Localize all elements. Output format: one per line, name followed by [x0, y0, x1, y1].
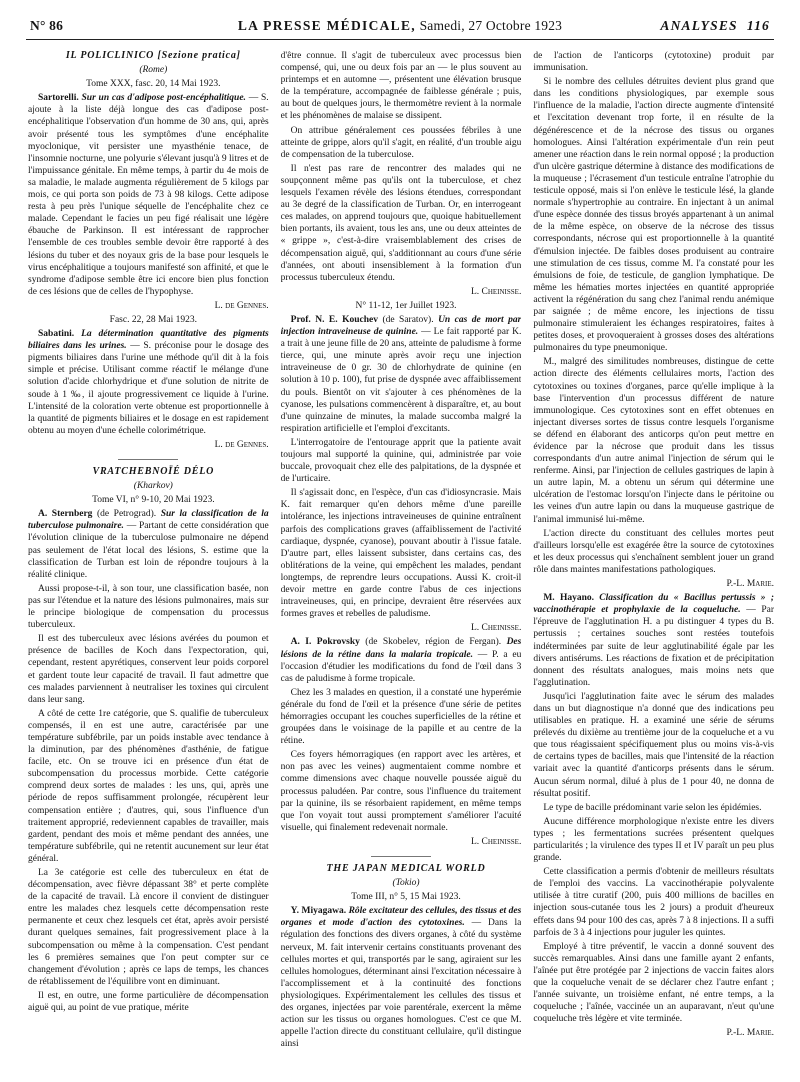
abstract-paragraph: Si le nombre des cellules détruites devient plus grand que dans les conditions physiologiques, par exemple sous l'influence de la maladie, l'action directe augmente d'intensité et l'excitation devenant trop forte, il en résulte de la dégénérescence et de la nécrose des tissus ou organes homologues. Ainsi l'altération expérimentale d'un rein peut amener une réaction dans le rein normal opposé ; la production d'un ulcère gastrique détermine à distance des modifications de la muqueuse ; l'écrasement d'un testicule entraîne l'atrophie du testicule opposé, mais si l'on enlève le testicule lésé, la glande normale s'hypertrophie au contraire. En injectant à un animal d'une espèce donnée des tissus broyés appartenant à un animal de la même espèce, on observe de la nécrose des tissus correspondants, nécrose qui est proportionnelle à la quantité d'émulsion injectée. De faibles doses produisent au contraire une stimulation de ces tissus, comme M. l'a constaté pour les émulsions de foie, de testicule, de ganglion lymphatique. De même les hématies mortes injectées en quantité appropriée activent la régénération du sang chez l'animal rendu anémique par saignée ; de même encore, les injections de tissu pulmonaire stimuleraient les échanges respiratoires, faites à petites doses, et provoqueraient à grosses doses des altérations pulmonaires du type pneumonique.	[533, 77, 774, 354]
header-rule	[26, 39, 774, 40]
abstract-text: — S. ajoute à la liste déjà longue des cas d'adipose post-encéphalitique l'observation d'un homme de 30 ans, qui, après avoir présenté tous les symptômes d'une encéphalite myoclonique, vit persister une myasthénie tenace, de l'insomnie nocturne, une polyurie s'élevant jusqu'à 9 litres et de l'impuissance génitale. En même temps, à partir du 4e mois de sa maladie, le malade augmenta régulièrement de 5 kilogs par mois, ce qui porta son poids de 73 à 98 kilogs. Cette adipose resta à peu près l'unique séquelle de l'encéphalite chez ce malade. Cependant le facies un peu figé réalisait une légère ébauche de Parkinson. Il est intéressant de rapprocher l'ensemble de ces troubles semble devoir être rapporté à des lésions du tuber et des noyaux gris de la base pour lesquels le virus encéphalitique a toujours manifesté son affinité, et que le syndrome d'adipose semble être ici encore bien plus fonction de ces lésions que de celles de l'hypophyse.	[28, 93, 269, 297]
abstract-paragraph: d'être connue. Il s'agit de tuberculeux avec processus bien compensé, qui, une ou deux fois par an — le plus souvent au printemps et en automne —, présentent une élévation brusque de la température, accompagnée de faiblesse générale ; puis, au bout de quelques jours, le thermomètre revient à la normale et les phénomènes de malaise se dissipent.	[280, 51, 522, 122]
abstract-signature: P.-L. Marie.	[726, 579, 774, 590]
issue-line: Fasc. 22, 28 Mai 1923.	[109, 314, 197, 325]
abstract-signature: L. de Gennes.	[214, 300, 269, 311]
abstract-paragraph	[281, 905, 522, 1050]
abstract-paragraph: Aucune différence morphologique n'existe entre les divers types ; les fermentations sucrées présentent quelques particularités ; la virulence des types II et IV paraît un peu plus grande.	[533, 816, 774, 864]
abstract-signature: L. Cheinisse.	[470, 286, 522, 297]
journal-city: (Rome)	[139, 65, 168, 76]
column-right	[533, 50, 774, 1072]
section-page: 116	[746, 18, 770, 33]
article-columns	[28, 50, 774, 1072]
section-label	[660, 18, 770, 34]
abstract-author: Prof. N. E. Kouchev	[290, 314, 378, 325]
abstract-text: — Dans la régulation des fonctions des divers organes, à côté du système nerveux, M. fait intervenir certains constituants provenant des cellules mortes et qui, transportés par le sang, agiraient sur les cellules homologues, déterminant ainsi l'excitation nécessaire à l'accomplissement et à la continuité des fonctions physiologiques. Expérimentalement les cellules des tissus et des organes, injectées par voie parentérale, exercent la même action sur les tissus ou organes homologues. C'est ce que M. appelle l'action directe du constituant cellulaire, qu'il distingue ainsi	[280, 918, 522, 1050]
abstract-paragraph: L'interrogatoire de l'entourage apprit que la patiente avait toujours mal supporté la quinine, qui, administrée par voie buccale, provoquait chez elle des palpitations, de la dyspnée et de l'urticaire.	[280, 437, 522, 485]
abstract-paragraph	[28, 92, 269, 298]
abstract-paragraph: L'action directe du constituant des cellules mortes peut d'ailleurs lorsqu'elle est exagérée être la source de cytotoxines et les deux processus qui s'enchaînent semblent jouer un grand rôle dans maintes manifestations pathologiques.	[533, 528, 774, 575]
abstract-text: — Partant de cette considération que l'évolution clinique de la tuberculose pulmonaire ne dépend pas seulement de l'état local des lésions, S. estime que la classification de Turban est loin de répondre toujours à la réalité clinique.	[28, 521, 269, 580]
issue-line: Tome III, n° 5, 15 Mai 1923.	[351, 892, 461, 903]
section-divider	[371, 856, 431, 857]
abstract-signature: L. Cheinisse.	[470, 836, 522, 847]
section-name: ANALYSES	[660, 18, 738, 33]
abstract-author: A. Sternberg	[38, 509, 93, 520]
abstract-title: Sur la classification de la tuberculose pulmonaire.	[28, 509, 269, 532]
abstract-paragraph: Employé à titre préventif, le vaccin a donné souvent des succès remarquables. Ainsi dans une famille ayant 2 enfants, l'aînée put être protégée par 2 injections de vaccin faites alors que la coqueluche venait de se déclarer chez l'autre enfant ; l'année suivante, un troisième enfant, né entre temps, a la coqueluche ; l'aînée, vaccinée un an auparavant, n'eut qu'une coqueluche très légère et vite terminée.	[533, 941, 774, 1025]
abstract-author: A. I. Pokrovsky	[290, 637, 360, 648]
abstract-paragraph: Il est, en outre, une forme particulière de décompensation aiguë qui, au point de vue pratique, mérite	[28, 990, 269, 1014]
abstract-text: — P. a eu l'occasion d'étudier les modifications du fond de l'œil dans 3 cas de paludisme à forme tropicale.	[280, 649, 522, 684]
abstract-paragraph	[28, 508, 269, 581]
journal-title: VRATCHEBNOÏÉ DÉLO	[92, 466, 215, 477]
abstract-paragraph: Aussi propose-t-il, à son tour, une classification basée, non pas sur l'étendue et la nature des lésions pulmonaires, mais sur le principe biologique de compensation du processus tuberculeux.	[28, 583, 269, 631]
page-number: N° 86	[30, 18, 64, 33]
abstract-paragraph: Il s'agissait donc, en l'espèce, d'un cas d'idiosyncrasie. Mais K. fait remarquer qu'en dehors même d'une pareille intolérance, les injections intraveineuses de quinine entraînent parfois des complications graves (affaiblissement de l'activité cardiaque, dyspnée, cyanose), pouvant aboutir à l'issue fatale. D'autre part, elles laissent subsister, dans certains cas, des oblitérations de la veine, qui empêchent les malades, pendant longtemps, de reprendre leurs occupations. Aussi K. croit-il devoir mettre en garde contre l'abus de ces injections intraveineuses, qui, en principe, devraient être réservées aux formes graves et rebelles de paludisme.	[280, 488, 522, 620]
abstract-paragraph: Le type de bacille prédominant varie selon les épidémies.	[543, 802, 762, 813]
section-divider	[118, 459, 178, 460]
abstract-paragraph: Jusqu'ici l'agglutination faite avec le sérum des malades dans un but diagnostique n'a donné que des indications peu utilisables en pratique. H. a examiné une série de sérums prélevés du dixième au trentième jour de la coqueluche et a vu que tous réagissaient spécifiquement plus ou moins vis-à-vis de certains types de bacilles, mais que l'intensité de la réaction variait avec la quantité d'anticorps présents dans le sérum. Aucun sérum normal, dilué à plus de 1 pour 40, ne donna de résultat positif.	[533, 691, 774, 799]
abstract-paragraph	[281, 636, 522, 684]
issue-date: Samedi, 27 Octobre 1923	[419, 18, 563, 33]
abstract-paragraph: M., malgré des similitudes nombreuses, distingue de cette action directe des éléments cellulaires morts, l'action des cytotoxines ou toxines d'organes, parce qu'elle implique à la base l'intervention d'un processus différent de nature immunologique. Ces cytotoxines sont en effet obtenues en injectant diverses sortes de tissus contre lesquels l'organisme se défend en élaborant des anticorps qu'on peut mettre en évidence par la nécrose que produit dans les tissus correspondants d'un autre animal l'injection de sérum qui le renferme. Ainsi, par l'injection de cellules gastriques de lapin à un autre lapin, M. a obtenu un sérum qui détermine une ulcération de l'estomac lorsqu'on l'injecte dans le péritoine ou les veines d'un autre lapin ou dans la muqueuse gastrique de l'animal immunisé lui-même.	[533, 357, 774, 525]
abstract-title: Rôle excitateur des cellules, des tissus et des organes et mode d'action des cytotoxines.	[280, 906, 522, 929]
abstract-author: Sartorelli.	[38, 93, 79, 104]
abstract-title: Classification du « Bacillus pertussis » ; vaccinothérapie et prophylaxie de la coqueluche.	[533, 593, 774, 616]
column-middle	[281, 50, 522, 1072]
abstract-paragraph: A côté de cette 1re catégorie, que S. qualifie de tuberculeux compensés, il en est une autre, caractérisée par une température subfébrile, par un poids instable avec tendance à la diminution, par des phénomènes d'asthénie, de fatigue facile, etc. On se trouve ici en présence d'un état de subcompensation du processus morbide. Cette catégorie comprend deux sortes de malades : les uns, qui, après une période de repos suffisamment prolongée, récupèrent leur compensation entière ; d'autres, qui, sous l'influence d'un traitement approprié, redeviennent capables de travailler, mais gardent, pendant des mois et même pendant des années, une température subfébrile, qui ne retentit aucunement sur leur état général.	[28, 708, 269, 864]
abstract-text: — Le fait rapporté par K. a trait à une jeune fille de 20 ans, atteinte de paludisme à forme tierce, qui, une minute après avoir reçu une injection intraveineuse de 0 gr. 30 de chlorhydrate de quinine (en solution à 10 p. 100), fut prise de dyspnée avec affaiblissement du pouls. Bientôt on vit s'ajouter à ces phénomènes de la cyanose, les pulsations commencèrent à disparaître, et, au bout d'une quinzaine de minutes, la malade succomba malgré la respiration artificielle et l'emploi d'excitants.	[280, 327, 522, 434]
abstract-title: Des lésions de la rétine dans la malaria tropicale.	[280, 637, 522, 660]
abstract-text: — S. préconise pour le dosage des pigments biliaires dans l'urine une méthode qu'il dit à la fois simple et précise. Utilisant comme réactif le mélange d'une solution d'acide chlorhydrique et d'une solution de nitrite de soude à 1 ‰, il ajoute progressivement ce liquide à l'urine. L'intensité de la coloration verte obtenue est proportionnelle à la quantité de pigments biliaires et le dosage en est rapidement obtenu au moyen d'une échelle colorimétrique.	[28, 341, 269, 436]
abstract-signature: L. Cheinisse.	[470, 623, 522, 634]
abstract-paragraph: On attribue généralement ces poussées fébriles à une atteinte de grippe, alors qu'il s'agit, en réalité, d'un trouble aigu de compensation de la tuberculose.	[280, 125, 522, 160]
abstract-author: Sabatini.	[38, 329, 75, 340]
abstract-paragraph	[533, 592, 774, 689]
journal-city: (Tokio)	[392, 878, 420, 889]
abstract-paragraph: de l'action de l'anticorps (cytotoxine) produit par immunisation.	[533, 51, 774, 74]
author-origin: (de Saratov).	[382, 314, 434, 325]
abstract-title: La détermination quantitative des pigments biliaires dans les urines.	[28, 329, 269, 352]
column-left	[28, 50, 269, 1072]
author-origin: (de Skobelev, région de Fergan).	[365, 637, 502, 648]
journal-city: (Kharkov)	[133, 481, 173, 492]
abstract-paragraph: Il n'est pas rare de rencontrer des malades qui ne soupçonnent même pas qu'ils ont la tuberculose, et chez lesquels l'examen révèle des lésions étendues, correspondant au 3e degré de la classification de Turban. Or, en interrogeant ces malades, on apprend toujours que, quoique habituellement bien portants, ils avaient, tous les ans, une ou deux atteintes de « grippe », c'est-à-dire vraisemblablement des crises de décompensation aiguë, qui, s'additionnant au cours d'une série d'années, ont abouti insensiblement à la formation d'un processus tuberculeux étendu.	[280, 163, 522, 283]
abstract-paragraph: Il est des tuberculeux avec lésions avérées du poumon et présence de bacilles de Koch dans l'expectoration, qui, cependant, restent apyrétiques, conservent leur poids corporel et gardent toute leur capacité de travail. Il faut admettre que ces malades parviennent à neutraliser les toxines qui circulent dans leur sang.	[28, 634, 269, 705]
abstract-paragraph	[28, 328, 269, 437]
publication-name: LA PRESSE MÉDICALE,	[237, 18, 416, 33]
page-header	[28, 16, 772, 38]
issue-line: Tome VI, n° 9-10, 20 Mai 1923.	[92, 495, 215, 506]
abstract-paragraph	[281, 314, 522, 435]
abstract-author: Y. Miyagawa.	[290, 906, 347, 917]
abstract-signature: P.-L. Marie.	[726, 1028, 774, 1039]
abstract-title: Sur un cas d'adipose post-encéphalitique.	[81, 93, 246, 104]
abstract-paragraph: Ces foyers hémorragiques (en rapport avec les artères, et non pas avec les veines) augmentaient comme nombre et comme dimensions avec chaque nouvelle poussée aiguë du processus paludéen. Par contre, sous l'influence du traitement par la quinine, ils se résorbaient rapidement, en même temps que l'on voyait tout aussi promptement s'améliorer l'acuité visuelle, qui finalement redevenait normale.	[280, 750, 522, 833]
journal-title: IL POLICLINICO [Sezione pratica]	[65, 50, 241, 61]
issue-line: N° 11-12, 1er Juillet 1923.	[355, 300, 457, 311]
abstract-author: M. Hayano.	[543, 593, 594, 604]
author-origin: (de Petrograd).	[96, 509, 157, 520]
abstract-paragraph: Cette classification a permis d'obtenir de meilleurs résultats de l'emploi des vaccins. La vaccinothérapie polyvalente utilisée à titre curatif (200, puis 400 millions de bacilles en injection sous-cutanée tous les 2 jours) a produit d'heureux effets dans 94 pour 100 des cas, après 7 à 8 injections. Il a suffi parfois de 3 à 4 injections pour juguler les quintes.	[533, 867, 774, 938]
abstract-title: Un cas de mort par injection intraveineuse de quinine.	[280, 314, 522, 338]
abstract-text: — Par l'épreuve de l'agglutination H. a pu distinguer 4 types du B. pertussis ; certaines souches sont restées toutefois indéterminées par suite de leur agglutinabilité égale par les divers antisérums. Les réactions de fixation et de précipitation donnent des résultats analogues, mais moins nets que l'agglutination.	[533, 605, 774, 688]
issue-line: Tome XXX, fasc. 20, 14 Mai 1923.	[86, 79, 221, 90]
abstract-signature: L. de Gennes.	[214, 439, 269, 450]
journal-title: THE JAPAN MEDICAL WORLD	[326, 863, 486, 874]
abstract-paragraph: Chez les 3 malades en question, il a constaté une hyperémie générale du fond de l'œil et la présence d'une série de petites hémorragies occupant les couches superficielles de la rétine et groupées dans le voisinage de la papille et au centre de la rétine.	[280, 687, 522, 747]
abstract-paragraph: La 3e catégorie est celle des tuberculeux en état de décompensation, avec fièvre dépassant 38° et perte complète de la capacité de travail. Là encore il convient de distinguer entre les malades chez lesquels cette décompensation reste permanente et ceux chez lesquels cet état, après avoir persisté durant quelques semaines, fait progressivement place à la subcompensation ou même à la compensation. C'est pendant les 6 premières semaines que l'on peut compter sur ce changement d'évolution ; après ce laps de temps, les chances de rétablissement de l'équilibre vont en diminuant.	[28, 868, 269, 987]
